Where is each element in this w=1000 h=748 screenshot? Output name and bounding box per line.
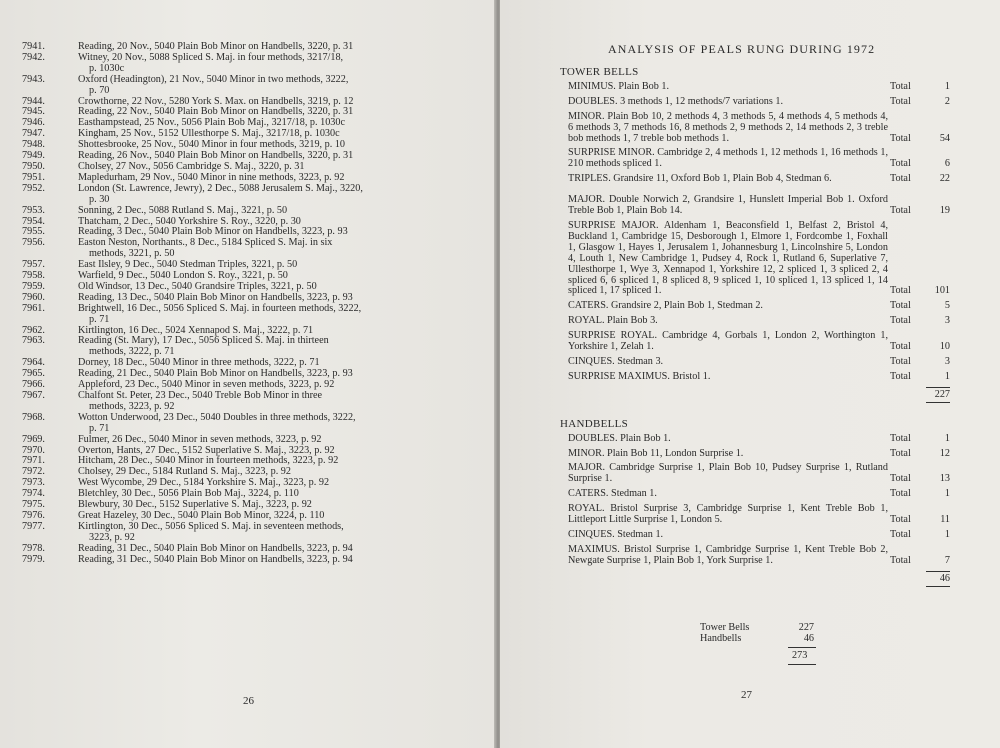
peal-description: Easthampstead, 25 Nov., 5056 Plain Bob Maj., 3217/18, p. 1030c: [78, 117, 346, 129]
entry-total: [890, 316, 950, 327]
total-label: Total: [890, 432, 911, 444]
peal-description: Wotton Underwood, 23 Dec., 5040 Doubles in three methods, 3222,: [78, 411, 356, 423]
peal-text: [78, 555, 452, 566]
peal-number: 7975.: [22, 499, 45, 511]
entry-text: MAJOR. Cambridge Surprise 1, Plain Bob 10, Pudsey Surprise 1, Rutland Surprise 1.: [568, 462, 888, 485]
peal-description: Reading, 31 Dec., 5040 Plain Bob Minor on Handbells, 3223, p. 94: [78, 553, 353, 565]
total-value: 1: [944, 80, 950, 92]
peal-description: Sonning, 2 Dec., 5088 Rutland S. Maj., 3221, p. 50: [78, 204, 288, 216]
section-heading-handbells: HANDBELLS: [560, 417, 629, 430]
total-label: Total: [890, 554, 911, 566]
right-page: [500, 0, 1000, 748]
peal-number: 7979.: [22, 553, 45, 565]
peal-number: 7953.: [22, 204, 45, 216]
peal-description: Witney, 20 Nov., 5088 Spliced S. Maj. in four methods, 3217/18,: [78, 51, 344, 63]
peal-description: Bletchley, 30 Dec., 5056 Plain Bob Maj., 3224, p. 110: [78, 488, 299, 500]
entry-total: [890, 357, 950, 368]
tower-bells-entries: [560, 82, 950, 383]
peal-description: Overton, Hants, 27 Dec., 5152 Superlative S. Maj., 3223, p. 92: [78, 444, 335, 456]
summary-hand-label: Handbells: [700, 633, 742, 644]
peal-number: 7956.: [22, 237, 45, 249]
peal-number: 7958.: [22, 270, 45, 282]
handbells-subtotal: [560, 571, 950, 589]
analysis-entry: [560, 530, 950, 541]
analysis-entry: [560, 463, 950, 485]
peal-number: 7964.: [22, 357, 45, 369]
total-label: Total: [890, 529, 911, 540]
entry-total: [890, 556, 950, 567]
peal-number: 7959.: [22, 280, 45, 292]
peal-number: 7967.: [22, 390, 45, 401]
entry-text: DOUBLES. Plain Bob 1.: [568, 432, 671, 444]
peal-entry: [22, 336, 452, 358]
total-label: Total: [890, 514, 911, 526]
peal-description: London (St. Lawrence, Jewry), 2 Dec., 5088 Jerusalem S. Maj., 3220,: [78, 182, 363, 194]
total-label: Total: [890, 95, 911, 107]
peal-description: Warfield, 9 Dec., 5040 London S. Roy., 3221, p. 50: [78, 270, 288, 282]
peal-entry: [22, 53, 452, 75]
page-number-right: 27: [741, 689, 752, 701]
peal-number: 7942.: [22, 51, 45, 63]
peal-description: Kingham, 25 Nov., 5152 Ullesthorpe S. Maj., 3217/18, p. 1030c: [78, 128, 340, 140]
total-label: Total: [890, 341, 911, 353]
left-page: [0, 0, 496, 748]
peal-description: Mapledurham, 29 Nov., 5040 Minor in nine methods, 3223, p. 92: [78, 171, 345, 183]
peal-description: Kirtlington, 30 Dec., 5056 Spliced S. Maj. in seventeen methods,: [78, 520, 344, 532]
entry-text: CINQUES. Stedman 3.: [568, 355, 664, 367]
peal-list: [22, 42, 452, 566]
analysis-entry: [560, 82, 950, 93]
peal-description: Crowthorne, 22 Nov., 5280 York S. Max. on Handbells, 3219, p. 12: [78, 95, 354, 107]
total-label: Total: [890, 132, 911, 144]
total-label: Total: [890, 473, 911, 485]
peal-number: 7949.: [22, 150, 45, 162]
peal-number: 7971.: [22, 455, 45, 467]
entry-text: CINQUES. Stedman 1.: [568, 529, 664, 540]
entry-text: ROYAL. Plain Bob 3.: [568, 315, 658, 327]
peal-description: Reading, 13 Dec., 5040 Plain Bob Minor on Handbells, 3223, p. 93: [78, 291, 353, 303]
total-value: 3: [944, 355, 950, 367]
handbells-entries: [560, 434, 950, 567]
peal-number: 7957.: [22, 259, 45, 271]
peal-description: Thatcham, 2 Dec., 5040 Yorkshire S. Roy., 3220, p. 30: [78, 215, 301, 227]
peal-number: 7946.: [22, 117, 45, 129]
total-label: Total: [890, 315, 911, 327]
peal-number: 7945.: [22, 106, 45, 118]
peal-description: Reading, 31 Dec., 5040 Plain Bob Minor on Handbells, 3223, p. 94: [78, 542, 353, 554]
peal-entry: [22, 184, 452, 206]
entry-total: [890, 301, 950, 312]
entry-text: SURPRISE MAXIMUS. Bristol 1.: [568, 370, 711, 382]
entry-total: [890, 174, 950, 185]
analysis-entry: [560, 148, 950, 170]
entry-total: [890, 515, 950, 526]
peal-entry: [22, 555, 452, 566]
peal-continuation: methods, 3222, p. 71: [89, 346, 175, 358]
peal-number: 7965.: [22, 368, 45, 380]
entry-total: [890, 342, 950, 353]
total-label: Total: [890, 300, 911, 312]
peal-entry: [22, 522, 452, 544]
entry-text: CATERS. Grandsire 2, Plain Bob 1, Stedman 2.: [568, 300, 763, 312]
entry-text: ROYAL. Bristol Surprise 3, Cambridge Surprise 1, Kent Treble Bob 1, Littleport Little Surprise 1, London 5.: [568, 503, 888, 526]
total-label: Total: [890, 447, 911, 459]
analysis-entry: [560, 221, 950, 297]
peal-number: 7947.: [22, 128, 45, 140]
entry-text: TRIPLES. Grandsire 11, Oxford Bob 1, Plain Bob 4, Stedman 6.: [568, 173, 832, 185]
peal-entry: [22, 304, 452, 326]
peal-number: 7950.: [22, 160, 45, 172]
entry-text: MINIMUS. Plain Bob 1.: [568, 80, 670, 92]
peal-text: [78, 238, 452, 260]
peal-number: 7978.: [22, 542, 45, 554]
peal-number: 7954.: [22, 215, 45, 227]
peal-number: 7943.: [22, 73, 45, 85]
entry-text: SURPRISE MAJOR. Aldenham 1, Beaconsfield 1, Belfast 2, Bristol 4, Buckland 1, Cambridge 15, Desborough 1, Elmore 1, Fordcombe 1, Foxhall 1, Glasgow 1, Hayes 1, Jerusalem 1, Johannesburg 1, Lincolnshire 5, London 4, Louth 1, New Cambridge 1, Pudsey 4, Rock 1, Rutland 6, Superlative 7, Ullesthorpe 1, Wye 3, Xennapod 1, Yorkshire 12, 2 spliced 1, 3 spliced 2, 4 spliced 6, 6 spliced 1, 8 spliced 8, 9 spliced 1, 10 spliced 1, 13 spliced 1, 14 spliced 1, 17 spliced 1.: [568, 219, 888, 297]
peal-text: [78, 336, 452, 358]
entry-total: [890, 97, 950, 108]
entry-total: [890, 134, 950, 145]
analysis-entry: [560, 434, 950, 445]
subtotal-rule: [926, 402, 950, 403]
peal-description: Reading, 20 Nov., 5040 Plain Bob Minor on Handbells, 3220, p. 31: [78, 41, 354, 52]
peal-description: Reading, 21 Dec., 5040 Plain Bob Minor on Handbells, 3223, p. 93: [78, 368, 353, 380]
summary-tower-label: Tower Bells: [700, 622, 750, 633]
total-value: 2: [944, 95, 950, 107]
peal-description: Appleford, 23 Dec., 5040 Minor in seven methods, 3223, p. 92: [78, 379, 335, 391]
peal-description: West Wycombe, 29 Dec., 5184 Yorkshire S. Maj., 3223, p. 92: [78, 477, 330, 489]
peal-number: 7962.: [22, 324, 45, 336]
peal-description: Shottesbrooke, 25 Nov., 5040 Minor in four methods, 3219, p. 10: [78, 139, 346, 151]
peal-description: Chalfont St. Peter, 23 Dec., 5040 Treble Bob Minor in three: [78, 390, 323, 401]
peal-continuation: p. 30: [89, 193, 110, 205]
summary-hand-value: 46: [803, 633, 814, 644]
peal-number: 7944.: [22, 95, 45, 107]
entry-total: [890, 449, 950, 460]
subtotal-rule: [926, 586, 950, 587]
analysis-entry: [560, 112, 950, 145]
summary-tower-value: 227: [798, 622, 814, 633]
total-value: 19: [939, 205, 950, 217]
entry-total: [890, 206, 950, 217]
peal-number: 7974.: [22, 488, 45, 500]
subtotal-value: 46: [939, 572, 950, 584]
entry-text: SURPRISE ROYAL. Cambridge 4, Gorbals 1, London 2, Worthington 1, Yorkshire 1, Zelah 1.: [568, 330, 888, 353]
total-value: 12: [939, 447, 950, 459]
peal-continuation: p. 1030c: [89, 62, 125, 74]
entry-text: MINOR. Plain Bob 11, London Surprise 1.: [568, 447, 744, 459]
peal-text: [78, 304, 452, 326]
analysis-entry: [560, 195, 950, 217]
analysis-entry: [560, 504, 950, 526]
entry-text: MAJOR. Double Norwich 2, Grandsire 1, Hunslett Imperial Bob 1. Oxford Treble Bob 1, Plain Bob 14.: [568, 194, 888, 217]
peal-description: Reading, 26 Nov., 5040 Plain Bob Minor on Handbells, 3220, p. 31: [78, 150, 354, 162]
peal-description: Dorney, 18 Dec., 5040 Minor in three methods, 3222, p. 71: [78, 357, 320, 369]
page-number-left: 26: [243, 695, 254, 707]
tower-bells-subtotal: [560, 387, 950, 405]
peal-continuation: methods, 3223, p. 92: [89, 400, 175, 412]
peal-number: 7973.: [22, 477, 45, 489]
analysis-entry: [560, 357, 950, 368]
total-value: 1: [944, 529, 950, 540]
entry-total: [890, 159, 950, 170]
peal-entry: [22, 238, 452, 260]
peal-entry: [22, 413, 452, 435]
total-value: 1: [944, 488, 950, 500]
peal-description: Brightwell, 16 Dec., 5056 Spliced S. Maj. in fourteen methods, 3222,: [78, 302, 362, 314]
analysis-entry: [560, 316, 950, 327]
peal-description: Reading, 22 Nov., 5040 Plain Bob Minor on Handbells, 3220, p. 31: [78, 106, 354, 118]
peal-description: Great Hazeley, 30 Dec., 5040 Plain Bob Minor, 3224, p. 110: [78, 509, 325, 521]
peal-entry: [22, 75, 452, 97]
peal-number: 7970.: [22, 444, 45, 456]
total-label: Total: [890, 355, 911, 367]
peal-number: 7968.: [22, 411, 45, 423]
peal-number: 7960.: [22, 291, 45, 303]
entry-total: [890, 530, 950, 541]
total-value: 11: [940, 514, 950, 526]
peal-description: Kirtlington, 16 Dec., 5024 Xennapod S. Maj., 3222, p. 71: [78, 324, 314, 336]
analysis-content: [560, 67, 950, 589]
analysis-entry: [560, 489, 950, 500]
peal-number: 7941.: [22, 41, 45, 52]
analysis-entry: [560, 301, 950, 312]
analysis-entry: [560, 449, 950, 460]
peal-continuation: p. 70: [89, 84, 110, 96]
total-label: Total: [890, 285, 911, 297]
peal-description: Easton Neston, Northants., 8 Dec., 5184 Spliced S. Maj. in six: [78, 237, 333, 249]
peal-description: Reading (St. Mary), 17 Dec., 5056 Spliced S. Maj. in thirteen: [78, 335, 329, 347]
total-label: Total: [890, 488, 911, 500]
peal-text: [78, 413, 452, 435]
total-value: 3: [944, 315, 950, 327]
analysis-entry: [560, 97, 950, 108]
peal-number: 7963.: [22, 335, 45, 347]
peal-description: Oxford (Headington), 21 Nov., 5040 Minor in two methods, 3222,: [78, 73, 349, 85]
entry-total: [890, 489, 950, 500]
total-value: 54: [939, 132, 950, 144]
total-value: 10: [939, 341, 950, 353]
peal-description: Fulmer, 26 Dec., 5040 Minor in seven methods, 3223, p. 92: [78, 433, 322, 445]
peal-number: 7948.: [22, 139, 45, 151]
peal-description: Hitcham, 28 Dec., 5040 Minor in fourteen methods, 3223, p. 92: [78, 455, 339, 467]
total-label: Total: [890, 173, 911, 185]
entry-text: MINOR. Plain Bob 10, 2 methods 4, 3 methods 5, 4 methods 4, 5 methods 4, 6 methods 3, 7 methods 16, 8 methods 2, 9 methods 2, 14 methods 2, 3 treble bob methods 1, 7 treble bob methods 1.: [568, 110, 888, 144]
total-value: 5: [944, 300, 950, 312]
analysis-entry: [560, 372, 950, 383]
subtotal-value: 227: [934, 388, 950, 400]
total-label: Total: [890, 370, 911, 382]
total-label: Total: [890, 80, 911, 92]
peal-description: Reading, 3 Dec., 5040 Plain Bob Minor on Handbells, 3223, p. 93: [78, 226, 348, 238]
total-value: 1: [944, 370, 950, 382]
peal-description: Blewbury, 30 Dec., 5152 Superlative S. Maj., 3223, p. 92: [78, 499, 312, 511]
peal-number: 7961.: [22, 302, 45, 314]
peal-number: 7955.: [22, 226, 45, 238]
grand-summary: [700, 622, 816, 665]
peal-number: 7969.: [22, 433, 45, 445]
peal-number: 7951.: [22, 171, 45, 183]
peal-continuation: p. 71: [89, 422, 110, 434]
analysis-entry: [560, 174, 950, 185]
peal-text: [78, 391, 452, 413]
entry-total: [890, 286, 950, 297]
peal-number: 7972.: [22, 466, 45, 478]
total-value: 1: [944, 432, 950, 444]
total-label: Total: [890, 205, 911, 217]
peal-text: [78, 53, 452, 75]
summary-rule: [788, 664, 816, 665]
peal-description: East Ilsley, 9 Dec., 5040 Stedman Triples, 3221, p. 50: [78, 259, 298, 271]
total-value: 7: [944, 554, 950, 566]
peal-number: 7976.: [22, 509, 45, 521]
peal-text: [78, 522, 452, 544]
page-title: ANALYSIS OF PEALS RUNG DURING 1972: [608, 42, 876, 56]
subtotal-rule: [926, 387, 950, 388]
peal-continuation: 3223, p. 92: [89, 531, 135, 543]
peal-continuation: p. 71: [89, 313, 110, 325]
entry-total: [890, 434, 950, 445]
peal-text: [78, 75, 452, 97]
peal-description: Cholsey, 29 Dec., 5184 Rutland S. Maj., 3223, p. 92: [78, 466, 291, 478]
total-label: Total: [890, 158, 911, 170]
entry-total: [890, 474, 950, 485]
peal-entry: [22, 391, 452, 413]
peal-number: 7977.: [22, 520, 45, 532]
summary-grand-total: 273: [792, 650, 808, 661]
entry-text: MAXIMUS. Bristol Surprise 1, Cambridge Surprise 1, Kent Treble Bob 2, Newgate Surprise 1, Plain Bob 1, York Surprise 1.: [568, 543, 888, 566]
total-value: 101: [934, 285, 950, 297]
entry-text: SURPRISE MINOR. Cambridge 2, 4 methods 1, 12 methods 1, 16 methods 1, 210 methods spliced 1.: [568, 147, 888, 170]
peal-continuation: methods, 3221, p. 50: [89, 248, 175, 260]
total-value: 6: [944, 158, 950, 170]
analysis-entry: [560, 331, 950, 353]
peal-description: Old Windsor, 13 Dec., 5040 Grandsire Triples, 3221, p. 50: [78, 280, 317, 292]
analysis-entry: [560, 545, 950, 567]
subtotal-rule: [926, 571, 950, 572]
entry-total: [890, 82, 950, 93]
entry-text: DOUBLES. 3 methods 1, 12 methods/7 variations 1.: [568, 95, 784, 107]
entry-text: CATERS. Stedman 1.: [568, 488, 657, 500]
entry-total: [890, 372, 950, 383]
peal-description: Cholsey, 27 Nov., 5056 Cambridge S. Maj., 3220, p. 31: [78, 160, 305, 172]
total-value: 22: [939, 173, 950, 185]
section-heading-tower-bells: TOWER BELLS: [560, 66, 639, 78]
total-value: 13: [939, 473, 950, 485]
peal-number: 7952.: [22, 182, 45, 194]
peal-text: [78, 184, 452, 206]
peal-number: 7966.: [22, 379, 45, 391]
